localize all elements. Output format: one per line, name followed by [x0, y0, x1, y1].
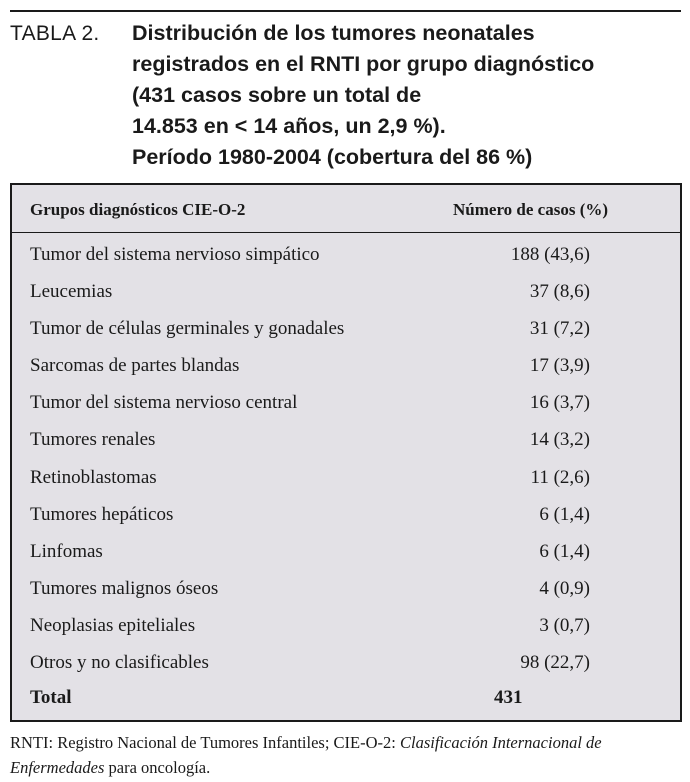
table-row [12, 276, 680, 313]
row-group: Sarcomas de partes blandas [30, 355, 240, 377]
row-cases: 17 (3,9) [529, 355, 590, 377]
row-group: Tumores hepáticos [30, 503, 174, 525]
row-group: Neoplasias epiteliales [30, 614, 196, 636]
row-cases: 3 (0,7) [539, 614, 590, 636]
table-caption [10, 18, 681, 173]
row-group: Tumores malignos óseos [30, 577, 219, 599]
row-group: Tumor de células germinales y gonadales [30, 318, 345, 340]
footnote-text: RNTI: Registro Nacional de Tumores Infantiles; CIE-O-2: [10, 733, 400, 752]
row-cases: 11 (2,6) [530, 466, 590, 488]
data-table [10, 183, 682, 722]
row-group: Retinoblastomas [30, 466, 157, 488]
row-cases: 188 (43,6) [510, 244, 590, 265]
table-row [12, 313, 680, 350]
row-cases: 6 (1,4) [539, 503, 590, 525]
row-cases: 4 (0,9) [539, 577, 590, 599]
caption-title-line: registrados en el RNTI por grupo diagnóstico [132, 52, 595, 76]
caption-title-line: Distribución de los tumores neonatales [132, 21, 535, 45]
caption-title-line: (431 casos sobre un total de [132, 83, 422, 107]
caption-title [132, 18, 594, 173]
row-cases: 16 (3,7) [529, 392, 590, 414]
footnote-italic: Clasificación Internacional de Enfermedades [10, 733, 602, 777]
table-row [12, 239, 680, 276]
footnote-text-end: para oncología. [104, 758, 211, 777]
row-group: Tumor del sistema nervioso central [30, 392, 298, 414]
row-cases: 31 (7,2) [529, 318, 590, 340]
table-row [12, 647, 680, 684]
row-cases: 37 (8,6) [529, 281, 590, 303]
table-row [12, 424, 680, 461]
caption-title-line: Período 1980-2004 (cobertura del 86 %) [132, 145, 533, 169]
row-group: Otros y no clasificables [30, 652, 209, 674]
table-row [12, 387, 680, 424]
row-cases: 14 (3,2) [529, 429, 590, 451]
table-row [12, 499, 680, 536]
row-group: Tumores renales [30, 429, 156, 451]
table-body [12, 239, 680, 684]
total-cases: 431 [494, 687, 523, 708]
table-header [12, 185, 680, 233]
table-row [12, 610, 680, 647]
table-row [12, 573, 680, 610]
row-group: Linfomas [30, 540, 103, 562]
table-row [12, 350, 680, 387]
footnote [10, 730, 682, 780]
row-cases: 6 (1,4) [539, 540, 590, 562]
top-rule [10, 10, 681, 12]
row-group: Leucemias [30, 281, 113, 303]
total-label: Total [30, 687, 72, 708]
row-group: Tumor del sistema nervioso simpático [30, 244, 320, 265]
header-groups: Grupos diagnósticos CIE-O-2 [30, 200, 246, 219]
table-row [12, 536, 680, 573]
total-row [12, 683, 680, 715]
caption-label: TABLA 2. [10, 22, 100, 45]
table-row [12, 462, 680, 499]
row-cases: 98 (22,7) [520, 652, 590, 674]
header-cases: Número de casos (%) [453, 200, 609, 219]
caption-title-line: 14.853 en < 14 años, un 2,9 %). [132, 114, 446, 138]
